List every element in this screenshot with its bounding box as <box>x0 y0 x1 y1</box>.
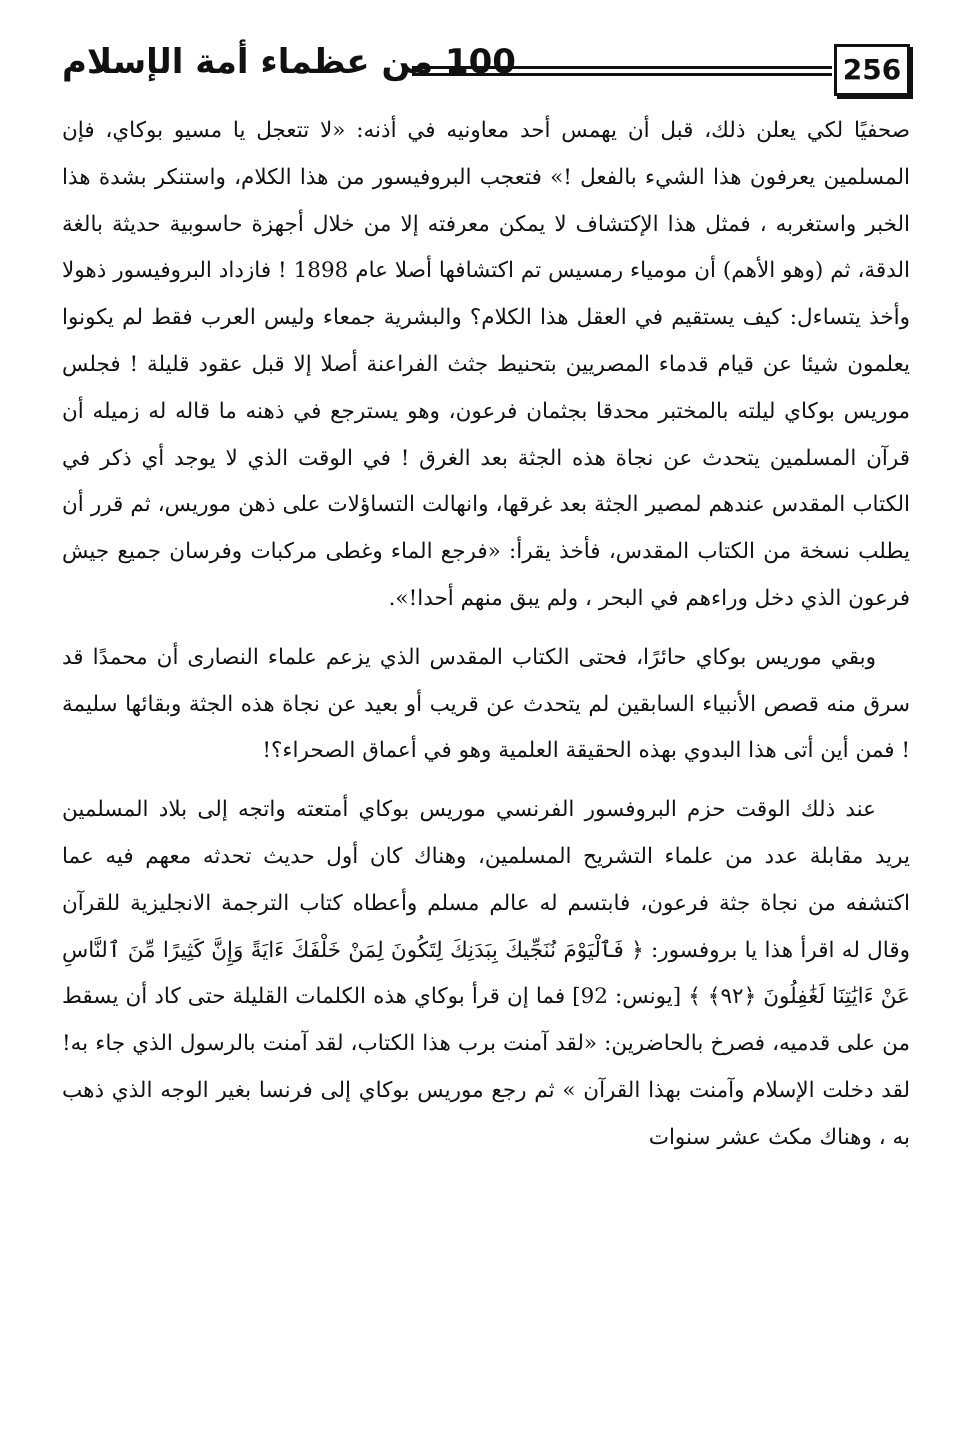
header-rule-bottom <box>412 73 832 76</box>
page-header <box>62 38 910 104</box>
header-rule-top <box>412 66 832 69</box>
page-number-box: 256 <box>834 44 910 96</box>
page-body <box>62 108 910 1162</box>
paragraph-3: عند ذلك الوقت حزم البروفسور الفرنسي موريس بوكاي أمتعته واتجه إلى بلاد المسلمين يريد مقابلة عدد من علماء التشريح المسلمين، وهناك كان أول حديث تحدثه معهم فيه عما اكتشفه من نجاة جثة فرعون، فابتسم له عالم مسلم وأعطاه كتاب الترجمة الانجليزية للقرآن وقال له اقرأ هذا يا بروفسور: ﴿ فَٱلْيَوْمَ نُنَجِّيكَ بِبَدَنِكَ لِتَكُونَ لِمَنْ خَلْفَكَ ءَايَةً وَإِنَّ كَثِيرًا مِّنَ ٱلنَّاسِ عَنْ ءَايَٰتِنَا لَغَٰفِلُونَ ﴿٩٢﴾ ﴾ [يونس: 92] فما إن قرأ بوكاي هذه الكلمات القليلة حتى كاد أن يسقط من على قدميه، فصرخ بالحاضرين: «لقد آمنت برب هذا الكتاب، لقد آمنت بالرسول الذي جاء به! لقد دخلت الإسلام وآمنت بهذا القرآن » ثم رجع موريس بوكاي إلى فرنسا بغير الوجه الذي ذهب به ، وهناك مكث عشر سنوات <box>62 797 910 1150</box>
paragraph-2: وبقي موريس بوكاي حائرًا، فحتى الكتاب المقدس الذي يزعم علماء النصارى أن محمدًا قد سرق منه قصص الأنبياء السابقين لم يتحدث عن قريب أو بعيد عن نجاة هذه الجثة وبقائها سليمة ! فمن أين أتى هذا البدوي بهذه الحقيقة العلمية وهو في أعماق الصحراء؟! <box>62 644 910 764</box>
book-title: 100 من عظماء أمة الإسلام <box>62 42 516 82</box>
paragraph-1: صحفيًا لكي يعلن ذلك، قبل أن يهمس أحد معاونيه في أذنه: «لا تتعجل يا مسيو بوكاي، فإن المسلمين يعرفون هذا الشيء بالفعل !» فتعجب البروفيسور من هذا الكلام، واستنكر بشدة هذا الخبر واستغربه ، فمثل هذا الإكتشاف لا يمكن معرفته إلا من خلال أجهزة حاسوبية حديثة بالغة الدقة، ثم (وهو الأهم) أن مومياء رمسيس تم اكتشافها أصلا عام 1898 ! فازداد البروفيسور ذهولا وأخذ يتساءل: كيف يستقيم في العقل هذا الكلام؟ والبشرية جمعاء وليس العرب فقط لم يكونوا يعلمون شيئا عن قيام قدماء المصريين بتحنيط جثث الفراعنة أصلا إلا قبل عقود قليلة ! فجلس موريس بوكاي ليلته بالمختبر محدقا بجثمان فرعون، وهو يسترجع في ذهنه ما قاله له زميله أن قرآن المسلمين يتحدث عن نجاة هذه الجثة بعد الغرق ! في الوقت الذي لا يوجد أي ذكر في الكتاب المقدس عندهم لمصير الجثة بعد غرقها، وانهالت التساؤلات على ذهن موريس، ثم قرر أن يطلب نسخة من الكتاب المقدس، فأخذ يقرأ: «فرجع الماء وغطى مركبات وفرسان جميع جيش فرعون الذي دخل وراءهم في البحر ، ولم يبق منهم أحدا!». <box>62 118 910 611</box>
